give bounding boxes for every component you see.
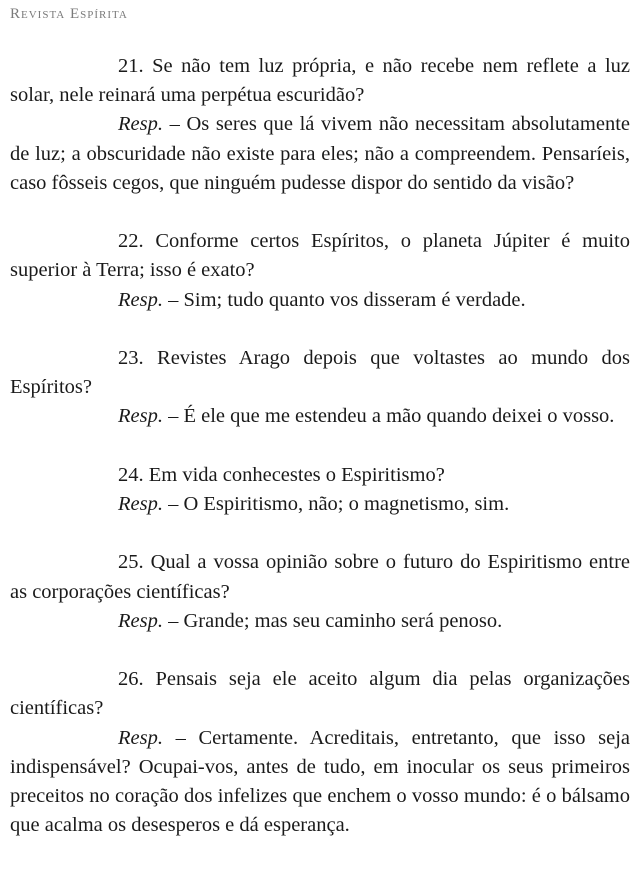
- answer-24: [10, 490, 630, 519]
- answer-text: – Os seres que lá vivem não necessitam absolutamente de luz; a obscuridade não existe para eles; não a compreendem. Pensaríeis, caso fôsseis cegos, que ninguém pudesse dispor do sentido da visão?: [10, 113, 630, 194]
- answer-26: [10, 724, 630, 841]
- question-23: 23. Revistes Arago depois que voltastes ao mundo dos Espíritos?: [10, 347, 630, 399]
- qa-block-24: [10, 461, 630, 519]
- question-26: 26. Pensais seja ele aceito algum dia pelas organizações científicas?: [10, 668, 630, 720]
- question-24: 24. Em vida conhecestes o Espiritismo?: [118, 463, 445, 486]
- answer-25: [10, 607, 630, 636]
- qa-block-26: [10, 665, 630, 840]
- question-21: 21. Se não tem luz própria, e não recebe nem reflete a luz solar, nele reinará uma perpétua escuridão?: [10, 55, 630, 107]
- resp-label: Resp.: [118, 493, 163, 515]
- answer-22: [10, 286, 630, 315]
- answer-text: – É ele que me estendeu a mão quando deixei o vosso.: [162, 405, 615, 428]
- answer-21: [10, 110, 630, 198]
- qa-block-22: [10, 227, 630, 315]
- answer-text: – Sim; tudo quanto vos disseram é verdade.: [162, 288, 526, 311]
- qa-block-25: [10, 548, 630, 636]
- qa-block-23: [10, 344, 630, 432]
- running-header: Revista Espírita: [10, 6, 128, 22]
- qa-block-21: [10, 52, 630, 198]
- page-body: [10, 52, 630, 840]
- resp-label: Resp.: [118, 113, 163, 136]
- answer-text: – O Espiritismo, não; o magnetismo, sim.: [162, 493, 510, 515]
- answer-text: – Grande; mas seu caminho será penoso.: [162, 609, 503, 632]
- answer-text: – Certamente. Acreditais, entretanto, que isso seja indispensável? Ocupai-vos, antes de tudo, em inocular os seus primeiros preceitos no coração dos infelizes que enchem o vosso mundo: é o bálsamo que acalma os desesperos e dá esperança.: [10, 726, 630, 837]
- answer-23: [10, 402, 630, 431]
- resp-label: Resp.: [118, 405, 163, 428]
- resp-label: Resp.: [118, 726, 163, 749]
- question-22: 22. Conforme certos Espíritos, o planeta Júpiter é muito superior à Terra; isso é exato?: [10, 230, 630, 282]
- question-25: 25. Qual a vossa opinião sobre o futuro do Espiritismo entre as corporações científicas?: [10, 551, 630, 603]
- resp-label: Resp.: [118, 609, 163, 632]
- resp-label: Resp.: [118, 288, 163, 311]
